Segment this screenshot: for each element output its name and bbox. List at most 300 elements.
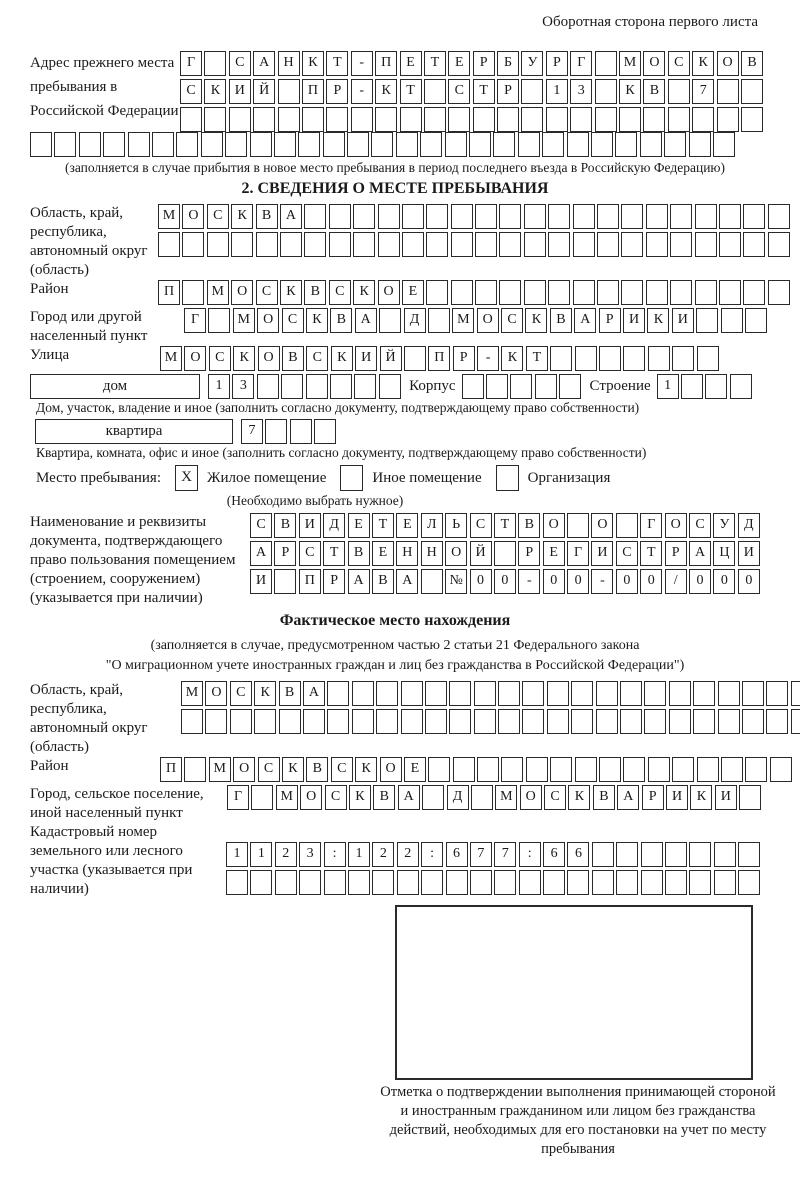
char-cell[interactable] [643,107,665,132]
char-cell[interactable] [696,308,718,333]
char-cell[interactable] [543,870,565,895]
char-cell[interactable]: Д [323,513,345,538]
char-cell[interactable]: - [518,569,540,594]
char-cell[interactable]: Л [421,513,443,538]
char-cell[interactable] [470,870,492,895]
char-cell[interactable] [768,280,790,305]
char-cell[interactable] [401,681,423,706]
char-cell[interactable] [524,280,546,305]
char-cell[interactable]: А [280,204,302,229]
char-cell[interactable] [623,346,645,371]
char-cell[interactable] [327,709,349,734]
char-cell[interactable]: Т [494,513,516,538]
char-cell[interactable] [424,79,446,104]
char-cell[interactable] [646,204,668,229]
char-cell[interactable]: 0 [543,569,565,594]
char-cell[interactable] [575,346,597,371]
char-cell[interactable]: И [715,785,737,810]
char-cell[interactable]: И [250,569,272,594]
char-cell[interactable] [475,280,497,305]
char-cell[interactable] [348,870,370,895]
char-cell[interactable]: Г [184,308,206,333]
char-cell[interactable] [181,709,203,734]
char-cell[interactable] [351,107,373,132]
char-cell[interactable] [646,232,668,257]
char-cell[interactable]: С [229,51,251,76]
char-cell[interactable] [739,785,761,810]
char-cell[interactable]: Е [400,51,422,76]
char-cell[interactable] [253,107,275,132]
char-cell[interactable] [595,51,617,76]
char-cell[interactable] [397,870,419,895]
char-cell[interactable] [201,132,223,157]
char-cell[interactable]: О [591,513,613,538]
char-cell[interactable]: 1 [208,374,230,399]
char-cell[interactable] [379,374,401,399]
char-cell[interactable] [257,374,279,399]
char-cell[interactable] [499,232,521,257]
char-cell[interactable] [330,374,352,399]
char-cell[interactable] [501,757,523,782]
char-cell[interactable] [280,232,302,257]
char-cell[interactable] [623,757,645,782]
char-cell[interactable] [791,681,800,706]
char-cell[interactable] [353,204,375,229]
char-cell[interactable] [426,204,448,229]
char-cell[interactable]: 2 [275,842,297,867]
char-cell[interactable]: 6 [446,842,468,867]
char-cell[interactable] [329,232,351,257]
char-cell[interactable]: А [250,541,272,566]
char-cell[interactable]: 2 [372,842,394,867]
char-cell[interactable]: Н [278,51,300,76]
char-cell[interactable]: М [276,785,298,810]
char-cell[interactable] [400,107,422,132]
char-cell[interactable] [648,346,670,371]
char-cell[interactable] [547,709,569,734]
char-cell[interactable]: А [689,541,711,566]
char-cell[interactable] [290,419,312,444]
char-cell[interactable] [573,204,595,229]
char-cell[interactable]: И [591,541,613,566]
char-cell[interactable]: Т [424,51,446,76]
char-cell[interactable]: А [398,785,420,810]
char-cell[interactable] [205,709,227,734]
char-cell[interactable] [766,709,788,734]
char-cell[interactable] [425,681,447,706]
char-cell[interactable]: 6 [567,842,589,867]
char-cell[interactable]: С [299,541,321,566]
char-cell[interactable]: 7 [470,842,492,867]
char-cell[interactable] [425,709,447,734]
char-cell[interactable] [314,419,336,444]
char-cell[interactable]: 0 [689,569,711,594]
char-cell[interactable] [714,870,736,895]
char-cell[interactable]: О [257,308,279,333]
char-cell[interactable] [352,681,374,706]
char-cell[interactable]: - [477,346,499,371]
char-cell[interactable] [670,280,692,305]
char-cell[interactable]: Т [526,346,548,371]
char-cell[interactable] [250,132,272,157]
char-cell[interactable]: 0 [713,569,735,594]
char-cell[interactable] [421,569,443,594]
char-cell[interactable] [323,132,345,157]
char-cell[interactable]: Т [323,541,345,566]
char-cell[interactable]: А [574,308,596,333]
char-cell[interactable] [741,79,763,104]
char-cell[interactable]: Г [227,785,249,810]
char-cell[interactable] [448,107,470,132]
char-cell[interactable]: В [282,346,304,371]
char-cell[interactable] [641,842,663,867]
char-cell[interactable]: И [229,79,251,104]
char-cell[interactable]: А [617,785,639,810]
char-cell[interactable]: С [250,513,272,538]
char-cell[interactable] [743,280,765,305]
char-cell[interactable] [226,870,248,895]
checkbox-organization[interactable] [496,465,519,491]
char-cell[interactable]: П [158,280,180,305]
char-cell[interactable]: Д [738,513,760,538]
char-cell[interactable] [646,280,668,305]
char-cell[interactable] [103,132,125,157]
char-cell[interactable]: П [375,51,397,76]
char-cell[interactable]: Е [396,513,418,538]
char-cell[interactable]: С [209,346,231,371]
char-cell[interactable] [791,709,800,734]
char-cell[interactable]: К [282,757,304,782]
char-cell[interactable] [182,280,204,305]
char-cell[interactable]: М [181,681,203,706]
char-cell[interactable]: О [184,346,206,371]
char-cell[interactable] [567,870,589,895]
char-cell[interactable]: 0 [616,569,638,594]
char-cell[interactable] [620,681,642,706]
char-cell[interactable] [546,107,568,132]
char-cell[interactable]: С [470,513,492,538]
char-cell[interactable]: 0 [494,569,516,594]
char-cell[interactable] [548,232,570,257]
char-cell[interactable] [278,107,300,132]
char-cell[interactable] [695,280,717,305]
char-cell[interactable] [596,709,618,734]
char-cell[interactable] [451,280,473,305]
char-cell[interactable] [281,374,303,399]
char-cell[interactable] [379,308,401,333]
char-cell[interactable] [717,79,739,104]
char-cell[interactable]: С [207,204,229,229]
char-cell[interactable] [254,709,276,734]
char-cell[interactable] [738,870,760,895]
char-cell[interactable] [371,132,393,157]
char-cell[interactable]: К [231,204,253,229]
char-cell[interactable]: 3 [232,374,254,399]
char-cell[interactable]: К [306,308,328,333]
char-cell[interactable] [719,280,741,305]
char-cell[interactable] [182,232,204,257]
char-cell[interactable]: К [690,785,712,810]
char-cell[interactable] [591,132,613,157]
char-cell[interactable] [689,132,711,157]
char-cell[interactable] [665,842,687,867]
char-cell[interactable] [644,709,666,734]
char-cell[interactable]: Е [448,51,470,76]
char-cell[interactable]: - [351,51,373,76]
char-cell[interactable] [475,204,497,229]
char-cell[interactable] [402,232,424,257]
char-cell[interactable] [208,308,230,333]
char-cell[interactable] [743,232,765,257]
char-cell[interactable]: О [231,280,253,305]
char-cell[interactable]: Й [470,541,492,566]
char-cell[interactable] [619,107,641,132]
char-cell[interactable] [426,280,448,305]
char-cell[interactable] [378,204,400,229]
char-cell[interactable] [304,232,326,257]
char-cell[interactable] [570,107,592,132]
char-cell[interactable]: К [619,79,641,104]
char-cell[interactable] [664,132,686,157]
char-cell[interactable]: № [445,569,467,594]
char-cell[interactable]: Р [453,346,475,371]
char-cell[interactable] [597,280,619,305]
char-cell[interactable]: К [692,51,714,76]
char-cell[interactable] [421,870,443,895]
char-cell[interactable]: М [209,757,231,782]
char-cell[interactable] [689,842,711,867]
char-cell[interactable] [324,870,346,895]
char-cell[interactable]: Р [599,308,621,333]
char-cell[interactable] [298,132,320,157]
char-cell[interactable]: Т [400,79,422,104]
char-cell[interactable] [669,709,691,734]
char-cell[interactable]: С [256,280,278,305]
char-cell[interactable]: 6 [543,842,565,867]
char-cell[interactable] [548,204,570,229]
char-cell[interactable] [592,870,614,895]
char-cell[interactable]: Е [543,541,565,566]
char-cell[interactable] [522,681,544,706]
char-cell[interactable]: В [304,280,326,305]
char-cell[interactable]: Р [546,51,568,76]
char-cell[interactable]: Г [640,513,662,538]
char-cell[interactable] [695,232,717,257]
char-cell[interactable] [668,79,690,104]
char-cell[interactable]: О [445,541,467,566]
char-cell[interactable]: О [665,513,687,538]
char-cell[interactable]: К [375,79,397,104]
char-cell[interactable]: Г [180,51,202,76]
char-cell[interactable] [571,681,593,706]
char-cell[interactable] [595,79,617,104]
char-cell[interactable]: П [428,346,450,371]
char-cell[interactable]: 0 [738,569,760,594]
char-cell[interactable] [522,709,544,734]
char-cell[interactable]: 7 [692,79,714,104]
char-cell[interactable] [542,132,564,157]
char-cell[interactable]: К [349,785,371,810]
char-cell[interactable]: И [672,308,694,333]
char-cell[interactable] [375,107,397,132]
char-cell[interactable]: Т [326,51,348,76]
char-cell[interactable]: Н [396,541,418,566]
char-cell[interactable] [719,232,741,257]
char-cell[interactable]: : [519,842,541,867]
char-cell[interactable] [473,107,495,132]
char-cell[interactable]: Т [372,513,394,538]
char-cell[interactable] [648,757,670,782]
char-cell[interactable] [669,681,691,706]
char-cell[interactable]: А [303,681,325,706]
char-cell[interactable]: О [233,757,255,782]
char-cell[interactable] [299,870,321,895]
char-cell[interactable] [462,374,484,399]
char-cell[interactable]: А [253,51,275,76]
char-cell[interactable] [595,107,617,132]
char-cell[interactable] [180,107,202,132]
char-cell[interactable]: М [619,51,641,76]
char-cell[interactable]: Р [274,541,296,566]
char-cell[interactable]: П [299,569,321,594]
char-cell[interactable] [521,79,543,104]
char-cell[interactable]: 7 [241,419,263,444]
char-cell[interactable]: - [591,569,613,594]
char-cell[interactable] [597,232,619,257]
char-cell[interactable]: О [205,681,227,706]
char-cell[interactable] [498,681,520,706]
char-cell[interactable] [597,204,619,229]
char-cell[interactable] [567,513,589,538]
char-cell[interactable]: Р [642,785,664,810]
char-cell[interactable] [354,374,376,399]
char-cell[interactable]: / [665,569,687,594]
char-cell[interactable] [714,842,736,867]
char-cell[interactable]: Б [497,51,519,76]
char-cell[interactable]: Р [473,51,495,76]
char-cell[interactable] [306,374,328,399]
char-cell[interactable]: К [501,346,523,371]
char-cell[interactable] [128,132,150,157]
char-cell[interactable] [575,757,597,782]
char-cell[interactable] [475,232,497,257]
char-cell[interactable]: К [204,79,226,104]
char-cell[interactable] [745,757,767,782]
char-cell[interactable] [54,132,76,157]
char-cell[interactable]: О [477,308,499,333]
char-cell[interactable]: С [325,785,347,810]
char-cell[interactable] [251,785,273,810]
char-cell[interactable] [474,681,496,706]
char-cell[interactable] [717,107,739,132]
char-cell[interactable] [596,681,618,706]
char-cell[interactable] [693,709,715,734]
char-cell[interactable] [303,709,325,734]
char-cell[interactable]: В [330,308,352,333]
char-cell[interactable] [567,132,589,157]
char-cell[interactable] [535,374,557,399]
char-cell[interactable] [616,513,638,538]
char-cell[interactable] [449,681,471,706]
char-cell[interactable]: 3 [570,79,592,104]
char-cell[interactable] [256,232,278,257]
char-cell[interactable] [641,870,663,895]
char-cell[interactable] [524,232,546,257]
char-cell[interactable] [705,374,727,399]
char-cell[interactable] [615,132,637,157]
char-cell[interactable]: С [230,681,252,706]
char-cell[interactable] [768,232,790,257]
char-cell[interactable] [521,107,543,132]
char-cell[interactable] [265,419,287,444]
char-cell[interactable] [230,709,252,734]
char-cell[interactable]: И [299,513,321,538]
char-cell[interactable] [494,870,516,895]
char-cell[interactable] [353,232,375,257]
char-cell[interactable]: Д [447,785,469,810]
char-cell[interactable] [499,280,521,305]
char-cell[interactable]: С [282,308,304,333]
char-cell[interactable]: Е [372,541,394,566]
char-cell[interactable]: В [348,541,370,566]
char-cell[interactable] [547,681,569,706]
char-cell[interactable] [225,132,247,157]
char-cell[interactable]: М [233,308,255,333]
char-cell[interactable] [550,757,572,782]
char-cell[interactable] [681,374,703,399]
char-cell[interactable] [518,132,540,157]
char-cell[interactable]: 1 [546,79,568,104]
char-cell[interactable] [278,79,300,104]
char-cell[interactable]: М [207,280,229,305]
char-cell[interactable] [526,757,548,782]
char-cell[interactable]: К [568,785,590,810]
char-cell[interactable] [477,757,499,782]
char-cell[interactable]: О [182,204,204,229]
char-cell[interactable] [742,709,764,734]
char-cell[interactable]: А [348,569,370,594]
char-cell[interactable]: Д [404,308,426,333]
char-cell[interactable] [571,709,593,734]
char-cell[interactable]: С [180,79,202,104]
char-cell[interactable] [274,132,296,157]
char-cell[interactable]: В [593,785,615,810]
char-cell[interactable]: И [738,541,760,566]
char-cell[interactable] [453,757,475,782]
char-cell[interactable]: В [373,785,395,810]
char-cell[interactable] [559,374,581,399]
char-cell[interactable]: Ц [713,541,735,566]
char-cell[interactable] [697,346,719,371]
char-cell[interactable]: В [643,79,665,104]
char-cell[interactable] [616,870,638,895]
char-cell[interactable]: К [647,308,669,333]
char-cell[interactable]: В [550,308,572,333]
char-cell[interactable] [668,107,690,132]
char-cell[interactable]: О [520,785,542,810]
char-cell[interactable]: 2 [397,842,419,867]
char-cell[interactable]: И [623,308,645,333]
char-cell[interactable] [329,204,351,229]
char-cell[interactable] [640,132,662,157]
char-cell[interactable] [519,870,541,895]
char-cell[interactable] [79,132,101,157]
char-cell[interactable]: К [331,346,353,371]
char-cell[interactable]: В [372,569,394,594]
char-cell[interactable]: К [280,280,302,305]
char-cell[interactable] [670,204,692,229]
checkbox-other-premises[interactable] [340,465,363,491]
